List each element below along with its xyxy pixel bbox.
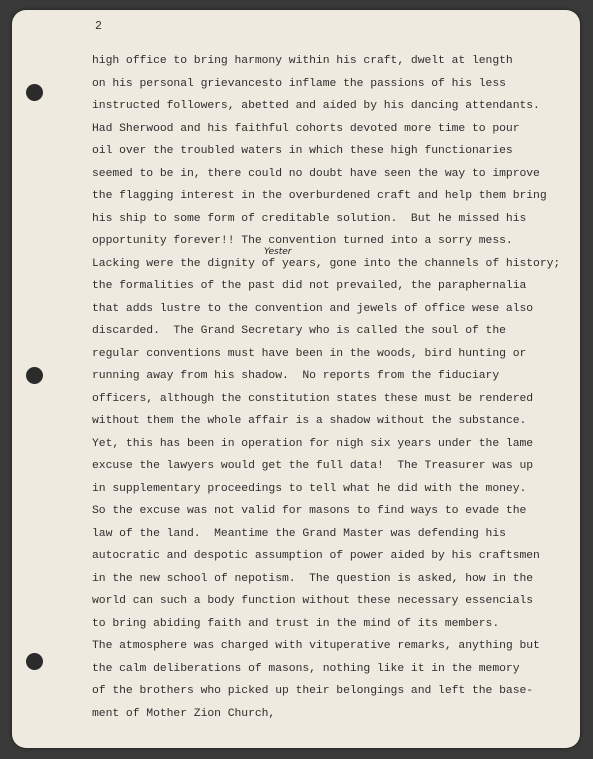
text-line: So the excuse was not valid for masons to find ways to evade the (92, 505, 527, 517)
handwritten-annotation: Yester (264, 247, 292, 257)
text-line: The atmosphere was charged with vituperative remarks, anything but (92, 640, 540, 652)
text-line: the flagging interest in the overburdened craft and help them bring (92, 190, 547, 202)
text-line: in supplementary proceedings to tell what he did with the money. (92, 482, 527, 495)
page-number: 2 (95, 20, 102, 33)
text-line: the calm deliberations of masons, nothing like it in the memory (92, 662, 520, 675)
text-line: of the brothers who picked up their belongings and left the base- (92, 685, 534, 697)
text-line: instructed followers, abetted and aided by his dancing attendants. (92, 100, 540, 112)
text-line: discarded. The Grand Secretary who is called the soul of the (92, 325, 506, 337)
text-line: world can such a body function without these necessary essencials (92, 595, 534, 607)
typed-body-text (92, 50, 562, 725)
binder-hole-bottom (26, 653, 43, 670)
text-line: opportunity forever!! The convention turned into a sorry mess. (92, 235, 513, 247)
text-line: Yet, this has been in operation for nigh six years under the lame (92, 437, 534, 450)
text-line: on his personal grievancesto inflame the passions of his less (92, 77, 506, 90)
text-line: in the new school of nepotism. The question is asked, how in the (92, 572, 534, 585)
text-line: autocratic and despotic assumption of power aided by his craftsmen (92, 550, 540, 562)
text-line: seemed to be in, there could no doubt have seen the way to improve (92, 167, 540, 180)
text-line: excuse the lawyers would get the full data! The Treasurer was up (92, 460, 534, 472)
document-page (12, 10, 580, 748)
text-line: oil over the troubled waters in which these high functionaries (92, 145, 513, 157)
text-line: his ship to some form of creditable solution. But he missed his (92, 212, 527, 225)
text-line: law of the land. Meantime the Grand Master was defending his (92, 527, 506, 540)
text-line: Lacking were the dignity of years, gone into the channels of history; (92, 257, 561, 270)
text-line: running away from his shadow. No reports from the fiduciary (92, 370, 500, 382)
text-line: high office to bring harmony within his craft, dwelt at length (92, 55, 513, 67)
text-line: without them the whole affair is a shadow without the substance. (92, 415, 527, 427)
text-line: the formalities of the past did not prevailed, the paraphernalia (92, 280, 527, 292)
binder-hole-middle (26, 367, 43, 384)
text-line: officers, although the constitution states these must be rendered (92, 392, 534, 405)
text-line: regular conventions must have been in the woods, bird hunting or (92, 347, 527, 360)
text-line: ment of Mother Zion Church, (92, 707, 276, 720)
text-line: to bring abiding faith and trust in the mind of its members. (92, 617, 500, 630)
text-line: Had Sherwood and his faithful cohorts devoted more time to pour (92, 122, 520, 135)
text-line: that adds lustre to the convention and jewels of office wese also (92, 302, 534, 315)
binder-hole-top (26, 84, 43, 101)
